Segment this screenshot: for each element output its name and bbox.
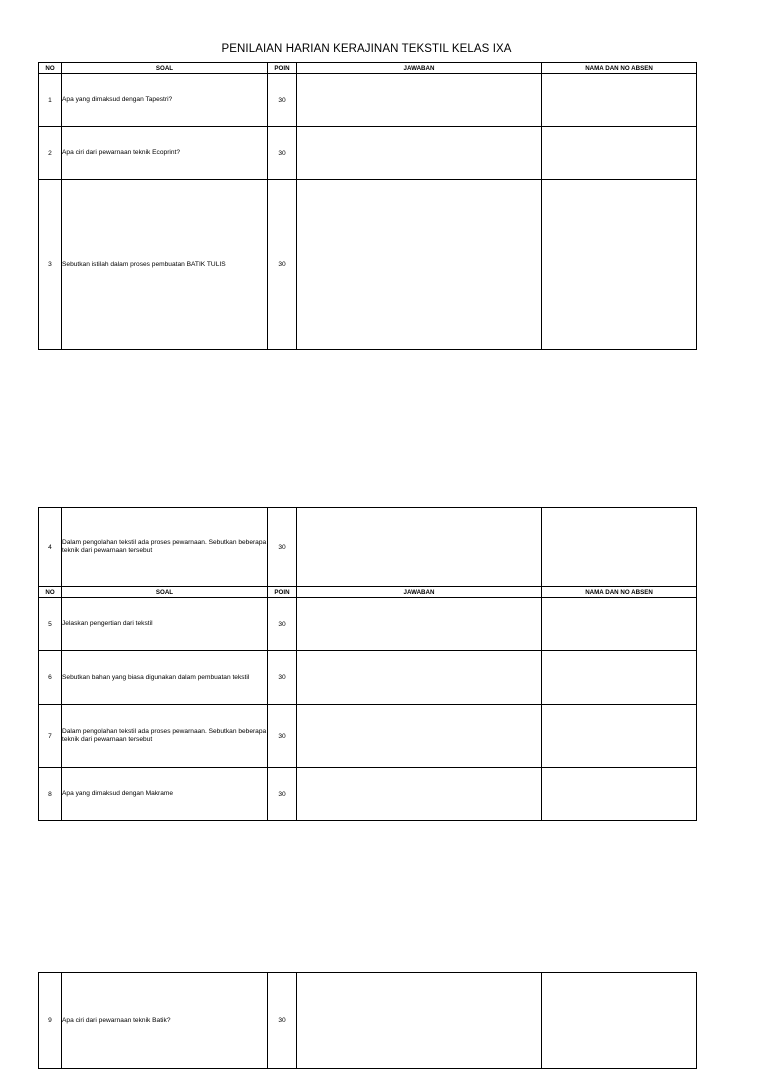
- question-number: 3: [39, 180, 62, 350]
- header-nama: NAMA DAN NO ABSEN: [542, 63, 697, 74]
- answer-cell[interactable]: [297, 651, 542, 705]
- question-number: 4: [39, 508, 62, 587]
- name-cell[interactable]: [542, 705, 697, 768]
- question-points: 30: [268, 598, 297, 651]
- question-number: 9: [39, 973, 62, 1069]
- question-text: Dalam pengolahan tekstil ada proses pewarnaan. Sebutkan beberapa teknik dari pewarnaan tersebut: [62, 705, 268, 768]
- name-cell[interactable]: [542, 127, 697, 180]
- question-points: 30: [268, 768, 297, 821]
- table-header-row: [39, 587, 697, 598]
- question-number: 8: [39, 768, 62, 821]
- question-text: Apa yang dimaksud dengan Tapestri?: [62, 74, 268, 127]
- name-cell[interactable]: [542, 768, 697, 821]
- answer-cell[interactable]: [297, 74, 542, 127]
- answer-cell[interactable]: [297, 973, 542, 1069]
- question-row-8: [39, 768, 697, 821]
- answer-cell[interactable]: [297, 768, 542, 821]
- name-cell[interactable]: [542, 973, 697, 1069]
- answer-cell[interactable]: [297, 127, 542, 180]
- question-points: 30: [268, 973, 297, 1069]
- question-row-6: [39, 651, 697, 705]
- header-soal: SOAL: [62, 63, 268, 74]
- question-text: Sebutkan istilah dalam proses pembuatan BATIK TULIS: [62, 180, 268, 350]
- question-points: 30: [268, 127, 297, 180]
- document-title: PENILAIAN HARIAN KERAJINAN TEKSTIL KELAS IXA: [221, 43, 512, 55]
- header-poin: POIN: [268, 587, 297, 598]
- header-jawaban: JAWABAN: [297, 63, 542, 74]
- question-table-page-1: [38, 62, 697, 350]
- question-number: 5: [39, 598, 62, 651]
- header-nama: NAMA DAN NO ABSEN: [542, 587, 697, 598]
- question-text: Jelaskan pengertian dari tekstil: [62, 598, 268, 651]
- question-number: 7: [39, 705, 62, 768]
- question-text: Dalam pengolahan tekstil ada proses pewarnaan. Sebutkan beberapa teknik dari pewarnaan tersebut: [62, 508, 268, 587]
- name-cell[interactable]: [542, 598, 697, 651]
- question-table-page-2: [38, 507, 697, 821]
- answer-cell[interactable]: [297, 508, 542, 587]
- name-cell[interactable]: [542, 180, 697, 350]
- name-cell[interactable]: [542, 508, 697, 587]
- question-text: Apa yang dimaksud dengan Makrame: [62, 768, 268, 821]
- question-row-4: [39, 508, 697, 587]
- question-number: 2: [39, 127, 62, 180]
- table-header-row: [39, 63, 697, 74]
- question-text: Apa ciri dari pewarnaan teknik Ecoprint?: [62, 127, 268, 180]
- question-row-2: [39, 127, 697, 180]
- question-row-5: [39, 598, 697, 651]
- answer-cell[interactable]: [297, 705, 542, 768]
- question-points: 30: [268, 180, 297, 350]
- header-soal: SOAL: [62, 587, 268, 598]
- question-row-9: [39, 973, 697, 1069]
- question-table-page-3: [38, 972, 697, 1069]
- header-poin: POIN: [268, 63, 297, 74]
- header-no: NO: [39, 63, 62, 74]
- question-text: Apa ciri dari pewarnaan teknik Batik?: [62, 973, 268, 1069]
- question-text: Sebutkan bahan yang biasa digunakan dalam pembuatan tekstil: [62, 651, 268, 705]
- name-cell[interactable]: [542, 651, 697, 705]
- question-number: 1: [39, 74, 62, 127]
- question-points: 30: [268, 705, 297, 768]
- question-number: 6: [39, 651, 62, 705]
- answer-cell[interactable]: [297, 598, 542, 651]
- question-row-7: [39, 705, 697, 768]
- question-row-1: [39, 74, 697, 127]
- header-no: NO: [39, 587, 62, 598]
- question-points: 30: [268, 508, 297, 587]
- name-cell[interactable]: [542, 74, 697, 127]
- question-points: 30: [268, 651, 297, 705]
- question-points: 30: [268, 74, 297, 127]
- question-row-3: [39, 180, 697, 350]
- answer-cell[interactable]: [297, 180, 542, 350]
- header-jawaban: JAWABAN: [297, 587, 542, 598]
